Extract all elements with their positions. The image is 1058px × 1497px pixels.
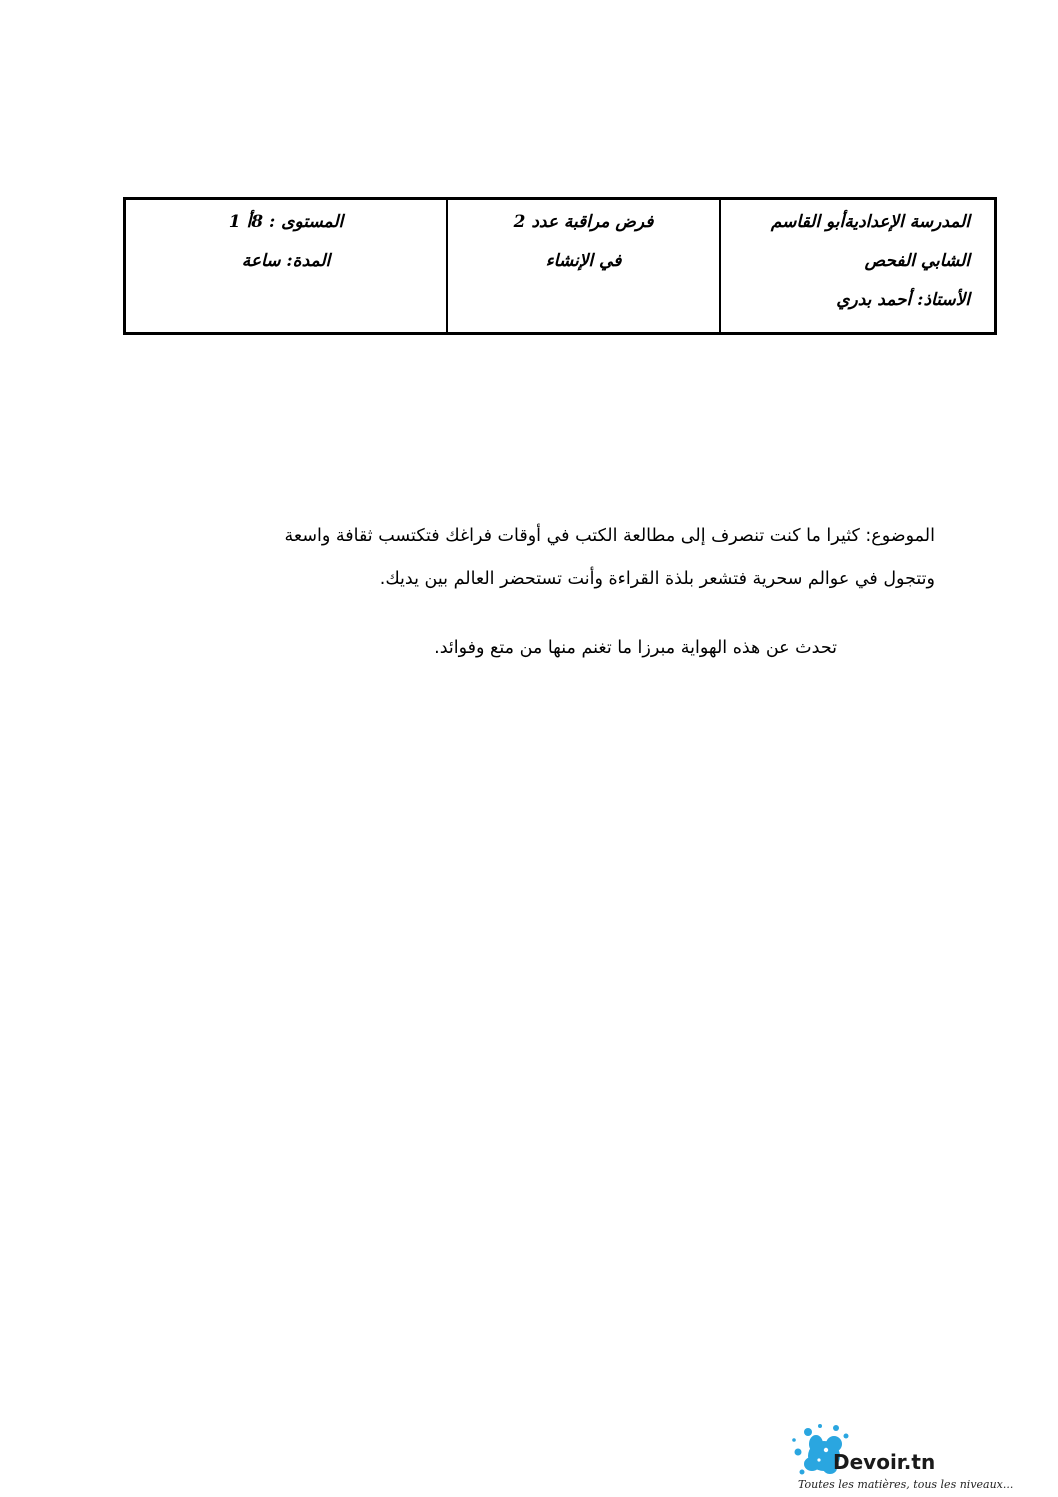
school-location: الشابي الفحص bbox=[864, 251, 970, 271]
devoir-tn-logo bbox=[790, 1420, 1040, 1497]
subject-line-2: وتتجول في عوالم سحرية فتشعر بلذة القراءة وأنت تستحضر العالم بين يديك. bbox=[379, 569, 935, 589]
school-info-cell bbox=[719, 200, 994, 332]
logo-name: Devoir.tn bbox=[833, 1450, 936, 1474]
exam-duration: المدة: ساعة bbox=[241, 251, 331, 271]
exam-info-cell bbox=[446, 200, 719, 332]
level-info-cell bbox=[126, 200, 446, 332]
exam-title: فرض مراقبة عدد 2 bbox=[513, 212, 654, 232]
class-level: المستوى : 8أ 1 bbox=[228, 212, 344, 232]
essay-task: تحدث عن هذه الهواية مبرزا ما تغنم منها من متع وفوائد. bbox=[434, 638, 837, 658]
subject-line-1: الموضوع: كثيرا ما كنت تنصرف إلى مطالعة الكتب في أوقات فراغك فتكتسب ثقافة واسعة bbox=[284, 526, 935, 546]
exam-subject: في الإنشاء bbox=[545, 251, 622, 271]
teacher-name: الأستاذ: أحمد بدري bbox=[836, 290, 970, 310]
logo-tagline: Toutes les matières, tous les niveaux... bbox=[798, 1478, 1014, 1491]
essay-subject bbox=[130, 515, 935, 601]
exam-header-table bbox=[123, 197, 997, 335]
school-name: المدرسة الإعداديةأبو القاسم bbox=[770, 212, 970, 232]
